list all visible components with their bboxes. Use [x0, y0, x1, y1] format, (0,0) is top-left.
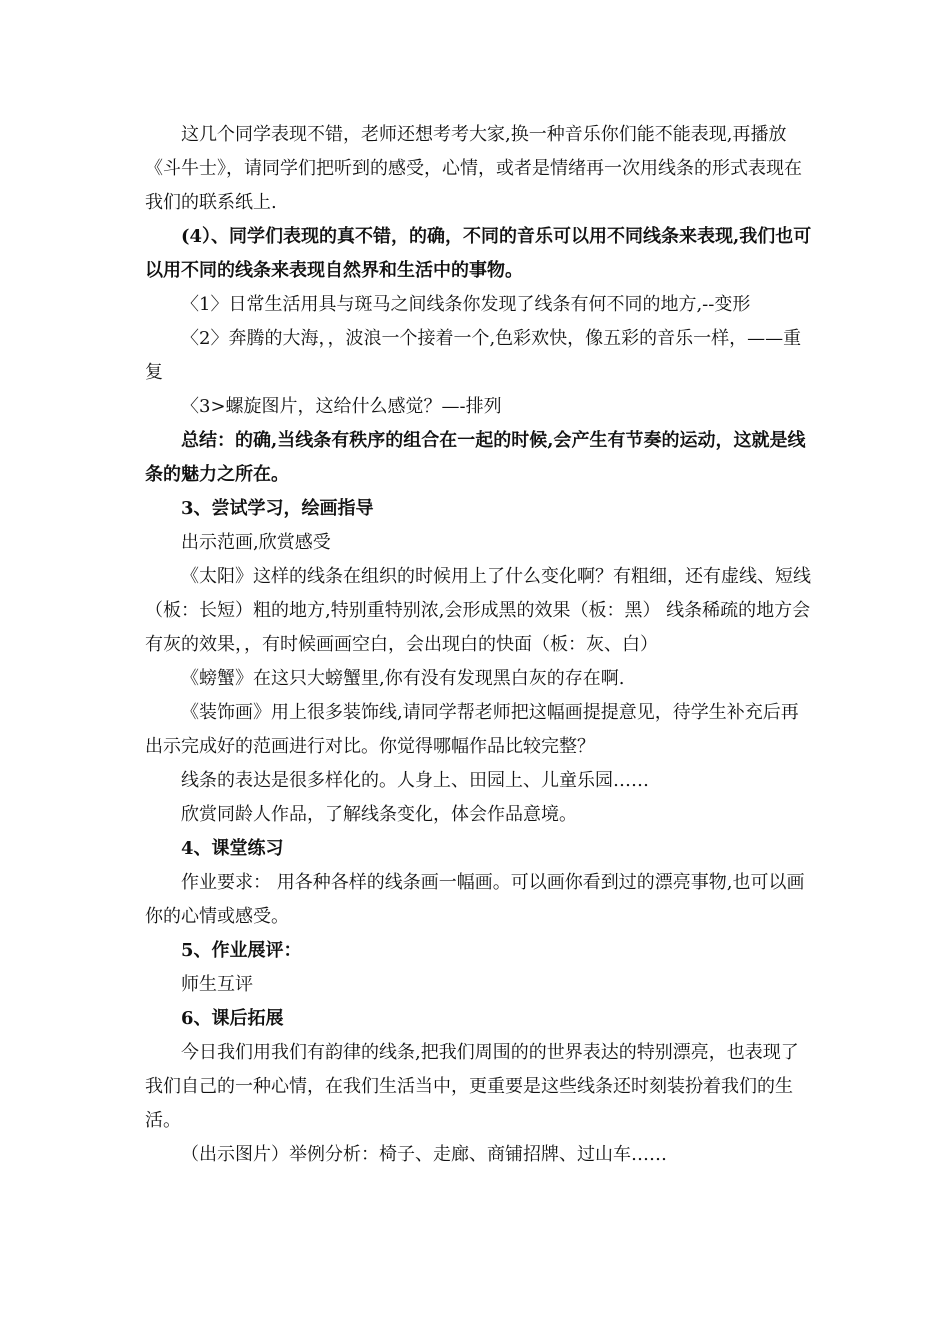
document-body	[145, 118, 813, 1172]
paragraph-10: 《螃蟹》在这只大螃蟹里,你有没有发现黑白灰的存在啊.	[181, 668, 625, 689]
paragraph-1: 这几个同学表现不错，老师还想考考大家,换一种音乐你们能不能表现,再播放《斗牛士》，请同学们把听到的感受，心情，或者是情绪再一次用线条的形式表现在我们的联系纸上.	[145, 124, 802, 213]
summary-paragraph: 总结：的确,当线条有秩序的组合在一起的时候,会产生有节奏的运动，这就是线条的魅力之所在。	[145, 430, 806, 485]
paragraph-13: 欣赏同龄人作品，了解线条变化，体会作品意境。	[181, 804, 577, 825]
paragraph-3: 〈1〉日常生活用具与斑马之间线条你发现了线条有何不同的地方,--变形	[181, 294, 751, 315]
paragraph-5: 〈3>螺旋图片，这给什么感觉？—-排列	[181, 396, 502, 417]
paragraph-19: 今日我们用我们有韵律的线条,把我们周围的的世界表达的特别漂亮，也表现了我们自己的一种心情，在我们生活当中，更重要是这些线条还时刻装扮着我们的生活。	[145, 1042, 799, 1131]
heading-5: 5、作业展评：	[181, 940, 302, 961]
paragraph-4: 〈2〉奔腾的大海，，波浪一个接着一个,色彩欢快，像五彩的音乐一样，——重复	[145, 328, 802, 383]
paragraph-15: 作业要求： 用各种各样的线条画一幅画。可以画你看到过的漂亮事物,也可以画你的心情或感受。	[145, 872, 805, 927]
paragraph-11: 《装饰画》用上很多装饰线,请同学帮老师把这幅画提提意见，待学生补充后再出示完成好的范画进行对比。你觉得哪幅作品比较完整？	[145, 702, 799, 757]
paragraph-8: 出示范画,欣赏感受	[181, 532, 331, 553]
paragraph-9: 《太阳》这样的线条在组织的时候用上了什么变化啊？有粗细，还有虚线、短线（板：长短）粗的地方,特别重特别浓,会形成黑的效果（板：黑） 线条稀疏的地方会有灰的效果，，有时候画画空白，会出现白的快面（板：灰、白）	[145, 566, 811, 655]
heading-4: 4、课堂练习	[181, 838, 284, 859]
heading-6: 6、课后拓展	[181, 1008, 284, 1029]
paragraph-17: 师生互评	[181, 974, 253, 995]
paragraph-20: （出示图片）举例分析：椅子、走廊、商铺招牌、过山车……	[181, 1144, 667, 1165]
paragraph-2-bold: (4）、同学们表现的真不错，的确，不同的音乐可以用不同线条来表现,我们也可以用不同的线条来表现自然界和生活中的事物。	[145, 226, 812, 281]
heading-3: 3、尝试学习，绘画指导	[181, 498, 374, 519]
paragraph-12: 线条的表达是很多样化的。人身上、田园上、儿童乐园……	[181, 770, 649, 791]
